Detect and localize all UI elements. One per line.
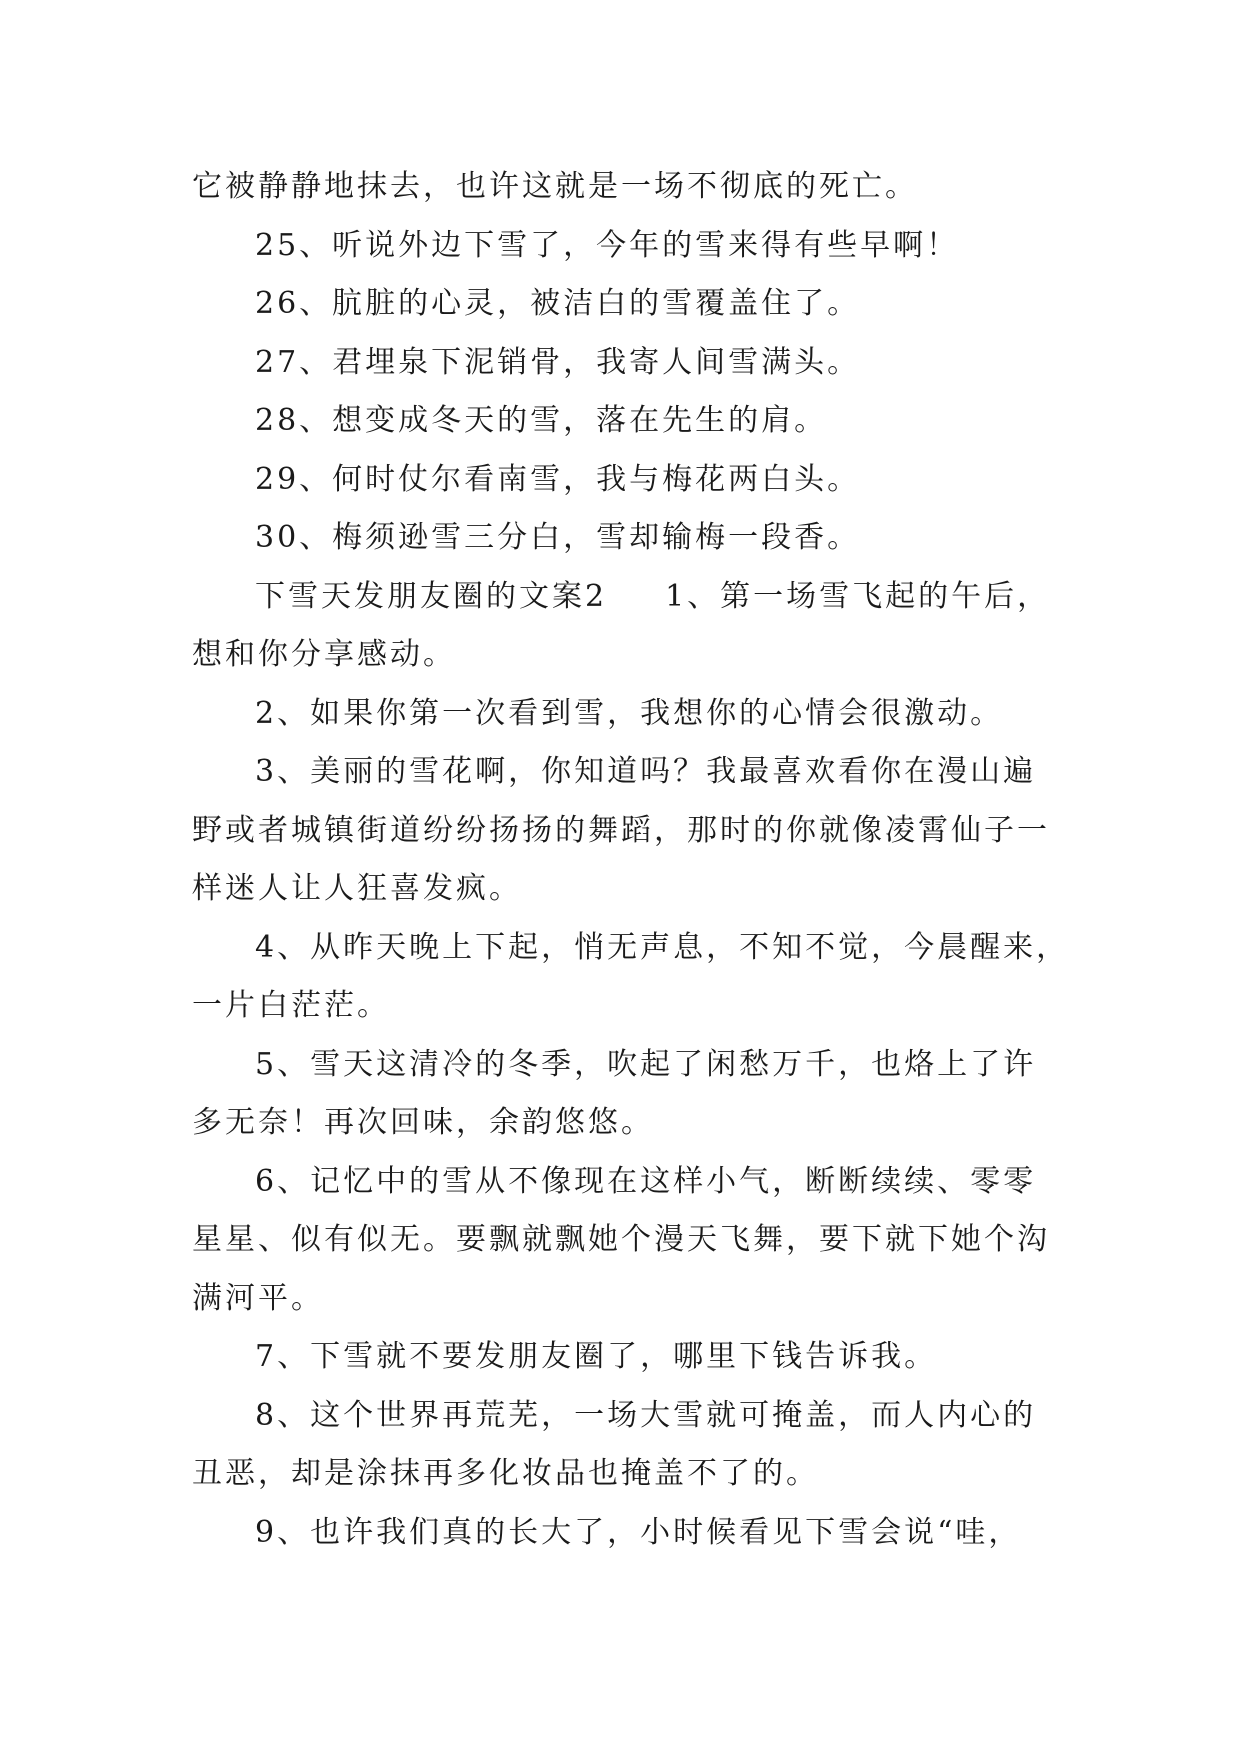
- list-item: 3、美丽的雪花啊，你知道吗？我最喜欢看你在漫山遍: [255, 754, 1037, 789]
- text-line: 野或者城镇街道纷纷扬扬的舞蹈，那时的你就像凌霄仙子一: [192, 812, 1050, 848]
- list-item: 1、第一场雪飞起的午后，: [665, 578, 1051, 614]
- list-item: 4、从昨天晚上下起，悄无声息，不知不觉，今晨醒来，: [255, 929, 1070, 965]
- text-line: 一片白茫茫。: [192, 988, 390, 1023]
- list-item: 8、这个世界再荒芜，一场大雪就可掩盖，而人内心的: [255, 1397, 1037, 1433]
- text-line: 想和你分享感动。: [192, 637, 456, 672]
- text-line: 它被静静地抹去，也许这就是一场不彻底的死亡。: [192, 169, 918, 204]
- list-item: 2、如果你第一次看到雪，我想你的心情会很激动。: [255, 695, 1004, 731]
- list-item: 7、下雪就不要发朋友圈了，哪里下钱告诉我。: [255, 1339, 938, 1374]
- text-line: 满河平。: [192, 1280, 324, 1316]
- document-body: [192, 158, 1070, 1562]
- section-heading-line: [192, 568, 1062, 627]
- text-line: 丑恶，却是涂抹再多化妆品也掩盖不了的。: [192, 1456, 819, 1491]
- list-item: 27、君埋泉下泥销骨，我寄人间雪满头。: [255, 344, 861, 380]
- list-item: 5、雪天这清冷的冬季，吹起了闲愁万千，也烙上了许: [255, 1046, 1037, 1082]
- list-item: 9、也许我们真的长大了，小时候看见下雪会说“哇，: [255, 1514, 1022, 1550]
- list-item: 29、何时仗尔看南雪，我与梅花两白头。: [255, 461, 861, 497]
- list-item: 30、梅须逊雪三分白，雪却输梅一段香。: [255, 520, 861, 555]
- list-item: 6、记忆中的雪从不像现在这样小气，断断续续、零零: [255, 1163, 1037, 1199]
- text-line: 多无奈！再次回味，余韵悠悠。: [192, 1105, 654, 1140]
- list-item: 26、肮脏的心灵，被洁白的雪覆盖住了。: [255, 286, 861, 321]
- text-line: 样迷人让人狂喜发疯。: [192, 871, 522, 906]
- list-item: 25、听说外边下雪了，今年的雪来得有些早啊！: [255, 227, 960, 263]
- section-heading: 下雪天发朋友圈的文案2: [255, 578, 608, 614]
- list-item: 28、想变成冬天的雪，落在先生的肩。: [255, 403, 828, 438]
- text-line: 星星、似有似无。要飘就飘她个漫天飞舞，要下就下她个沟: [192, 1222, 1050, 1257]
